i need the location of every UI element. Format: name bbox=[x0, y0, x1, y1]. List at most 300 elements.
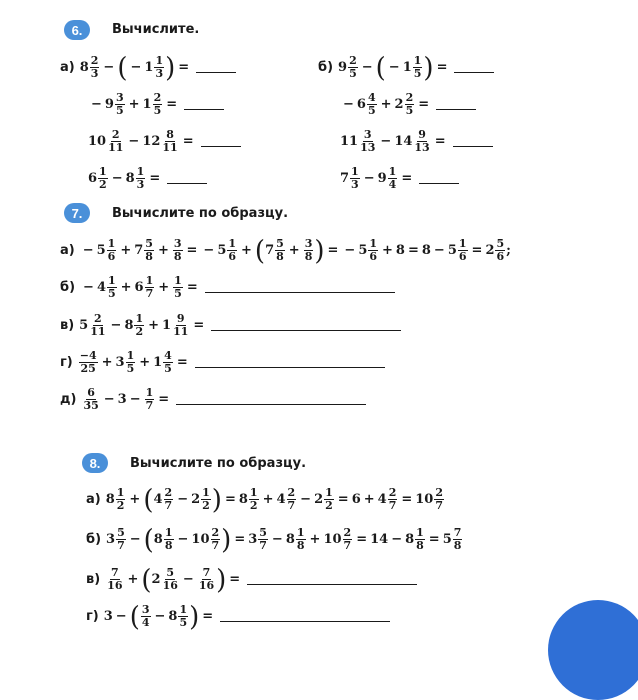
fraction bbox=[304, 238, 314, 263]
denominator: 4 bbox=[141, 616, 150, 629]
number: 3 bbox=[103, 609, 113, 624]
operator: = bbox=[407, 243, 419, 258]
numerator: 1 bbox=[99, 165, 107, 178]
operator: = bbox=[428, 532, 440, 547]
denominator: 7 bbox=[164, 499, 173, 512]
fraction bbox=[359, 129, 376, 154]
operator: = bbox=[418, 97, 430, 112]
fraction bbox=[495, 238, 505, 263]
parenthesis: ) bbox=[189, 600, 200, 633]
numerator: 2 bbox=[153, 91, 162, 104]
denominator: 11 bbox=[173, 325, 189, 338]
whole-part: 1 bbox=[153, 355, 163, 370]
fraction bbox=[434, 487, 444, 512]
item-label: б) bbox=[60, 280, 76, 295]
item-label: б) bbox=[318, 60, 334, 75]
fraction bbox=[198, 567, 215, 592]
operator: − bbox=[130, 60, 142, 75]
task-6a-expression-2 bbox=[88, 92, 224, 117]
operator: + bbox=[288, 243, 300, 258]
fraction bbox=[162, 567, 179, 592]
parenthesis: ( bbox=[117, 51, 128, 84]
whole-part: 2 bbox=[314, 492, 324, 507]
denominator: 5 bbox=[153, 104, 162, 117]
fraction bbox=[116, 527, 126, 552]
task-7v-expression bbox=[60, 313, 401, 338]
whole-part: 7 bbox=[340, 171, 350, 186]
denominator: 7 bbox=[343, 539, 352, 552]
fraction bbox=[405, 92, 415, 117]
task-8-title: Вычислите по образцу. bbox=[130, 456, 307, 471]
fraction bbox=[145, 275, 155, 300]
answer-blank bbox=[220, 611, 390, 622]
numerator: 5 bbox=[145, 237, 153, 250]
denominator: 6 bbox=[369, 250, 378, 263]
parenthesis: ) bbox=[216, 563, 227, 596]
numerator: 1 bbox=[325, 486, 333, 499]
numerator: 5 bbox=[496, 237, 505, 250]
number: 8 bbox=[395, 243, 405, 258]
whole-part: 4 bbox=[276, 492, 286, 507]
denominator: 3 bbox=[351, 178, 359, 191]
fraction bbox=[453, 527, 463, 552]
operator: − bbox=[82, 243, 94, 258]
numerator: 1 bbox=[296, 526, 305, 539]
whole-part: 6 bbox=[356, 97, 366, 112]
operator: − bbox=[182, 572, 194, 587]
numerator: 2 bbox=[435, 486, 443, 499]
operator: − bbox=[111, 171, 123, 186]
whole-part: 8 bbox=[105, 492, 115, 507]
numerator: 5 bbox=[166, 566, 175, 579]
operator: − bbox=[177, 532, 189, 547]
whole-part: 6 bbox=[88, 171, 98, 186]
task-7a-example bbox=[60, 234, 511, 267]
number: 8 bbox=[421, 243, 431, 258]
parenthesis: ) bbox=[221, 523, 232, 556]
operator: − bbox=[363, 171, 375, 186]
item-label: а) bbox=[60, 243, 75, 258]
whole-part: 3 bbox=[115, 355, 125, 370]
numerator: 1 bbox=[155, 54, 164, 67]
operator: − bbox=[128, 134, 140, 149]
operator: = bbox=[234, 532, 246, 547]
item-label: б) bbox=[86, 532, 102, 547]
fraction bbox=[136, 166, 146, 191]
denominator: 5 bbox=[115, 104, 124, 117]
operator: = bbox=[166, 97, 178, 112]
fraction bbox=[343, 527, 353, 552]
parenthesis: ( bbox=[375, 51, 386, 84]
operator: − bbox=[129, 532, 141, 547]
operator: = bbox=[193, 318, 205, 333]
answer-blank bbox=[453, 136, 493, 147]
numerator: 1 bbox=[107, 237, 116, 250]
operator: = bbox=[434, 134, 446, 149]
numerator: 2 bbox=[405, 91, 414, 104]
operator: = bbox=[471, 243, 483, 258]
fraction bbox=[82, 387, 99, 412]
fraction bbox=[90, 55, 100, 80]
denominator: 8 bbox=[145, 250, 153, 263]
fraction bbox=[154, 55, 164, 80]
fraction bbox=[324, 487, 334, 512]
whole-part: 9 bbox=[104, 97, 114, 112]
whole-part: 6 bbox=[134, 280, 144, 295]
denominator: 2 bbox=[249, 499, 258, 512]
operator: + bbox=[262, 492, 274, 507]
answer-blank bbox=[196, 62, 236, 73]
whole-part: 2 bbox=[151, 572, 161, 587]
operator: = bbox=[178, 60, 190, 75]
denominator: 7 bbox=[259, 539, 267, 552]
numerator: 1 bbox=[135, 312, 144, 325]
numerator: 1 bbox=[369, 237, 378, 250]
fraction bbox=[144, 238, 154, 263]
denominator: 13 bbox=[360, 141, 376, 154]
whole-part: 8 bbox=[124, 318, 134, 333]
numerator: 6 bbox=[87, 386, 95, 399]
denominator: 11 bbox=[162, 141, 178, 154]
fraction bbox=[201, 487, 211, 512]
operator: − bbox=[344, 243, 356, 258]
whole-part: 5 bbox=[96, 243, 106, 258]
whole-part: 10 bbox=[323, 532, 342, 547]
fraction bbox=[107, 238, 117, 263]
numerator: 2 bbox=[343, 526, 352, 539]
fraction bbox=[164, 487, 174, 512]
task-6b-expression bbox=[318, 51, 494, 84]
task-6a-expression bbox=[60, 51, 236, 84]
numerator: 1 bbox=[107, 274, 116, 287]
denominator: 5 bbox=[164, 362, 172, 375]
answer-blank bbox=[176, 394, 366, 405]
operator: = bbox=[176, 355, 188, 370]
numerator: 2 bbox=[111, 128, 120, 141]
operator: + bbox=[309, 532, 321, 547]
whole-part: 10 bbox=[191, 532, 210, 547]
operator: − bbox=[177, 492, 189, 507]
numerator: 1 bbox=[116, 486, 125, 499]
whole-part: 5 bbox=[217, 243, 227, 258]
operator: + bbox=[148, 318, 160, 333]
fraction bbox=[348, 55, 358, 80]
parenthesis: ( bbox=[141, 563, 152, 596]
denominator: 8 bbox=[276, 250, 284, 263]
operator: − bbox=[388, 60, 400, 75]
whole-part: 1 bbox=[142, 97, 152, 112]
operator: − bbox=[203, 243, 215, 258]
fraction bbox=[79, 350, 98, 375]
task-8a-example bbox=[86, 483, 445, 516]
denominator: 25 bbox=[80, 362, 96, 375]
number: 14 bbox=[370, 532, 389, 547]
fraction bbox=[413, 55, 423, 80]
operator: + bbox=[241, 243, 252, 258]
fraction bbox=[172, 313, 189, 338]
fraction bbox=[287, 487, 297, 512]
denominator: 6 bbox=[228, 250, 237, 263]
item-label: в) bbox=[60, 318, 75, 333]
task-7-title: Вычислите по образцу. bbox=[112, 206, 289, 221]
operator: + bbox=[127, 572, 139, 587]
numerator: 2 bbox=[388, 486, 397, 499]
fraction bbox=[107, 129, 124, 154]
whole-part: 14 bbox=[394, 134, 413, 149]
answer-blank bbox=[454, 62, 494, 73]
numerator: 3 bbox=[115, 91, 124, 104]
operator: = bbox=[436, 60, 448, 75]
fraction bbox=[98, 166, 108, 191]
numerator: 2 bbox=[287, 486, 296, 499]
item-label: г) bbox=[60, 355, 73, 370]
operator: − bbox=[91, 97, 102, 112]
task-7b-expression bbox=[60, 275, 395, 300]
item-label: д) bbox=[60, 392, 77, 407]
operator: = bbox=[327, 243, 339, 258]
answer-blank bbox=[195, 357, 385, 368]
operator: − bbox=[361, 60, 373, 75]
task-6a-expression-3 bbox=[88, 129, 241, 154]
fraction bbox=[227, 238, 237, 263]
denominator: 2 bbox=[116, 499, 125, 512]
fraction bbox=[367, 92, 377, 117]
operator: − bbox=[343, 97, 354, 112]
numerator: 7 bbox=[111, 566, 119, 579]
fraction bbox=[173, 275, 183, 300]
item-label: а) bbox=[60, 60, 75, 75]
fraction bbox=[141, 604, 151, 629]
operator: − bbox=[271, 532, 283, 547]
denominator: 4 bbox=[388, 178, 397, 191]
whole-part: 5 bbox=[79, 318, 89, 333]
operator: = bbox=[224, 492, 236, 507]
numerator: 9 bbox=[418, 128, 426, 141]
fraction bbox=[275, 238, 285, 263]
whole-part: 8 bbox=[238, 492, 248, 507]
fraction bbox=[115, 92, 125, 117]
numerator: 5 bbox=[117, 526, 125, 539]
denominator: 11 bbox=[108, 141, 124, 154]
whole-part: 12 bbox=[142, 134, 161, 149]
numerator: 2 bbox=[164, 486, 173, 499]
item-label: в) bbox=[86, 572, 101, 587]
denominator: 5 bbox=[405, 104, 414, 117]
whole-part: 9 bbox=[377, 171, 387, 186]
whole-part: 5 bbox=[442, 532, 452, 547]
fraction bbox=[388, 166, 398, 191]
whole-part: 2 bbox=[394, 97, 404, 112]
denominator: 7 bbox=[145, 287, 154, 300]
numerator: 1 bbox=[179, 603, 188, 616]
task-8g-expression bbox=[86, 600, 390, 633]
denominator: 5 bbox=[174, 287, 182, 300]
answer-blank bbox=[419, 173, 459, 184]
denominator: 5 bbox=[179, 616, 188, 629]
denominator: 6 bbox=[496, 250, 505, 263]
parenthesis: ) bbox=[211, 483, 222, 516]
numerator: 1 bbox=[413, 54, 422, 67]
operator: + bbox=[128, 97, 140, 112]
numerator: 4 bbox=[367, 91, 376, 104]
denominator: 16 bbox=[107, 579, 123, 592]
whole-part: 1 bbox=[162, 318, 172, 333]
denominator: 5 bbox=[367, 104, 376, 117]
answer-blank bbox=[184, 99, 224, 110]
fraction bbox=[258, 527, 268, 552]
whole-part: 5 bbox=[447, 243, 457, 258]
operator: − bbox=[103, 392, 115, 407]
task-7d-expression bbox=[60, 387, 366, 412]
answer-blank bbox=[205, 282, 395, 293]
fraction bbox=[106, 567, 123, 592]
parenthesis: ( bbox=[254, 234, 266, 267]
fraction bbox=[145, 387, 155, 412]
denominator: 5 bbox=[349, 67, 357, 80]
whole-part: 8 bbox=[153, 532, 163, 547]
numerator: 5 bbox=[259, 526, 267, 539]
task-7-number-badge: 7. bbox=[64, 203, 90, 223]
fraction bbox=[173, 238, 183, 263]
numerator: 3 bbox=[363, 128, 372, 141]
numerator: 2 bbox=[94, 312, 102, 325]
fraction bbox=[126, 350, 136, 375]
fraction bbox=[458, 238, 468, 263]
denominator: 3 bbox=[90, 67, 99, 80]
numerator: 1 bbox=[126, 349, 135, 362]
whole-part: 3 bbox=[106, 532, 116, 547]
task-8b-example bbox=[86, 523, 463, 556]
denominator: 7 bbox=[287, 499, 296, 512]
answer-blank bbox=[247, 574, 417, 585]
denominator: 8 bbox=[164, 539, 173, 552]
numerator: 2 bbox=[211, 526, 220, 539]
denominator: 6 bbox=[458, 250, 467, 263]
numerator: 4 bbox=[164, 349, 172, 362]
operator: = bbox=[202, 609, 214, 624]
fraction bbox=[89, 313, 106, 338]
numerator: 1 bbox=[249, 486, 258, 499]
operator: + bbox=[101, 355, 113, 370]
task-8v-expression bbox=[86, 563, 417, 596]
whole-part: 3 bbox=[248, 532, 258, 547]
operator: + bbox=[157, 243, 169, 258]
fraction bbox=[415, 527, 425, 552]
numerator: 1 bbox=[458, 237, 467, 250]
whole-part: 8 bbox=[125, 171, 135, 186]
whole-part: 2 bbox=[191, 492, 201, 507]
denominator: 2 bbox=[202, 499, 210, 512]
denominator: 2 bbox=[135, 325, 144, 338]
numerator: 3 bbox=[173, 237, 182, 250]
fraction bbox=[178, 604, 188, 629]
whole-part: 8 bbox=[79, 60, 89, 75]
task-6-number-badge: 6. bbox=[64, 20, 90, 40]
denominator: 16 bbox=[162, 579, 178, 592]
numerator: 1 bbox=[136, 165, 145, 178]
denominator: 6 bbox=[107, 250, 116, 263]
operator: − bbox=[115, 609, 127, 624]
parenthesis: ) bbox=[423, 51, 434, 84]
whole-part: 1 bbox=[402, 60, 412, 75]
operator: − bbox=[433, 243, 445, 258]
numerator: 8 bbox=[166, 128, 174, 141]
whole-part: 8 bbox=[405, 532, 415, 547]
denominator: 13 bbox=[414, 141, 430, 154]
number: ; bbox=[506, 243, 511, 258]
fraction bbox=[161, 129, 178, 154]
denominator: 8 bbox=[296, 539, 305, 552]
numerator: 1 bbox=[145, 274, 154, 287]
whole-part: 7 bbox=[265, 243, 275, 258]
fraction bbox=[211, 527, 221, 552]
fraction bbox=[368, 238, 378, 263]
fraction bbox=[413, 129, 430, 154]
task-8-number-badge: 8. bbox=[82, 453, 108, 473]
numerator: 1 bbox=[164, 526, 173, 539]
operator: = bbox=[186, 243, 198, 258]
denominator: 7 bbox=[211, 539, 220, 552]
fraction bbox=[107, 275, 117, 300]
numerator: −4 bbox=[79, 349, 97, 362]
operator: = bbox=[229, 572, 241, 587]
numerator: 7 bbox=[202, 566, 211, 579]
denominator: 8 bbox=[453, 539, 462, 552]
task-6-title: Вычислите. bbox=[112, 22, 200, 37]
numerator: 1 bbox=[174, 274, 182, 287]
numerator: 1 bbox=[388, 165, 397, 178]
operator: = bbox=[186, 280, 198, 295]
operator: + bbox=[363, 492, 375, 507]
numerator: 1 bbox=[416, 526, 424, 539]
operator: − bbox=[110, 318, 122, 333]
answer-blank bbox=[436, 99, 476, 110]
denominator: 11 bbox=[90, 325, 106, 338]
task-6b-expression-2 bbox=[340, 92, 476, 117]
operator: + bbox=[120, 280, 132, 295]
denominator: 8 bbox=[416, 539, 424, 552]
denominator: 7 bbox=[145, 399, 154, 412]
numerator: 1 bbox=[202, 486, 210, 499]
number: 3 bbox=[117, 392, 127, 407]
numerator: 3 bbox=[304, 237, 313, 250]
whole-part: 5 bbox=[358, 243, 368, 258]
denominator: 35 bbox=[83, 399, 99, 412]
operator: = bbox=[337, 492, 349, 507]
operator: + bbox=[120, 243, 132, 258]
fraction bbox=[296, 527, 306, 552]
answer-blank bbox=[211, 320, 401, 331]
denominator: 2 bbox=[325, 499, 333, 512]
numerator: 3 bbox=[141, 603, 150, 616]
parenthesis: ( bbox=[143, 523, 154, 556]
task-6b-expression-4 bbox=[340, 166, 459, 191]
parenthesis: ( bbox=[143, 483, 154, 516]
fraction bbox=[153, 92, 163, 117]
operator: = bbox=[401, 492, 413, 507]
denominator: 5 bbox=[107, 287, 116, 300]
answer-blank bbox=[167, 173, 207, 184]
denominator: 5 bbox=[413, 67, 422, 80]
whole-part: 2 bbox=[485, 243, 495, 258]
fraction bbox=[116, 487, 126, 512]
fraction bbox=[249, 487, 259, 512]
whole-part: 11 bbox=[340, 134, 359, 149]
denominator: 8 bbox=[304, 250, 313, 263]
fraction bbox=[134, 313, 144, 338]
operator: + bbox=[380, 97, 392, 112]
numerator: 9 bbox=[176, 312, 185, 325]
